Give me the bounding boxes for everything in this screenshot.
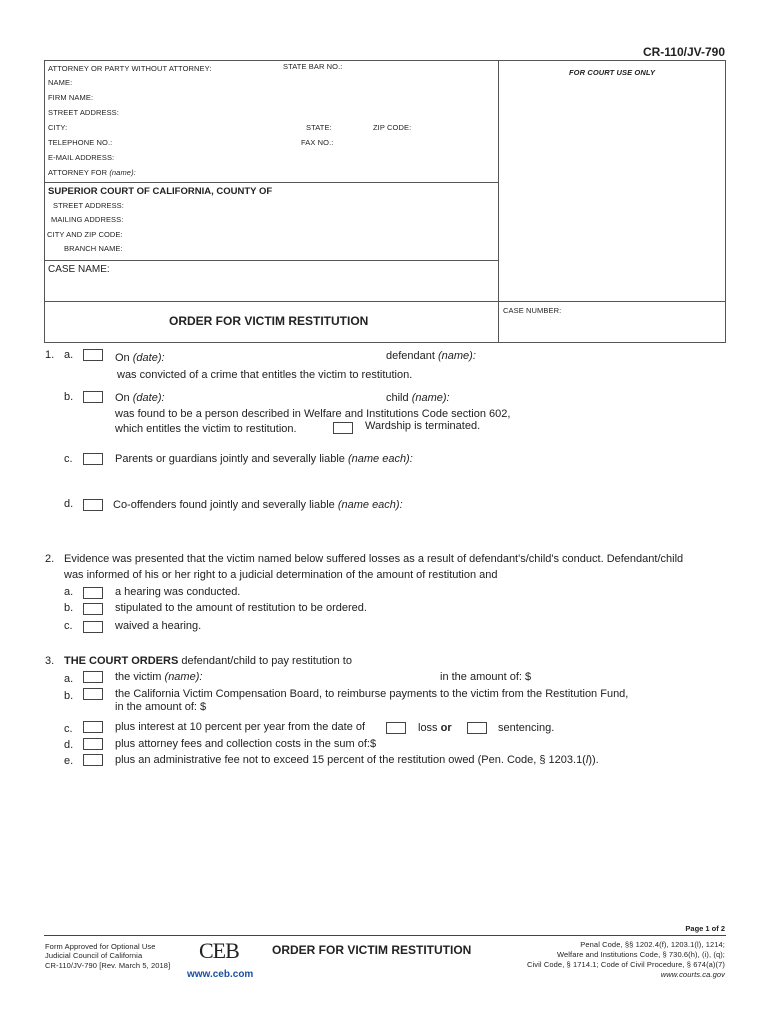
ceb-logo: CEB: [199, 938, 239, 963]
item1c-letter: c.: [64, 453, 73, 465]
footer-rule: [44, 935, 726, 936]
item1a-text: was convicted of a crime that entitles the victim to restitution.: [117, 369, 413, 381]
court-use-label: FOR COURT USE ONLY: [569, 68, 656, 77]
name-label[interactable]: NAME:: [48, 78, 73, 87]
item3-number: 3.: [45, 655, 55, 667]
attorney-label: ATTORNEY OR PARTY WITHOUT ATTORNEY:: [48, 64, 212, 73]
item1d-name: (name each):: [337, 499, 403, 511]
state-label[interactable]: STATE:: [306, 123, 332, 132]
item1b-text1: was found to be a person described in Welfare and Institutions Code section 602,: [115, 408, 511, 420]
city-label[interactable]: CITY:: [48, 123, 68, 132]
title-divider: [45, 301, 726, 302]
item1d-text: [113, 499, 403, 511]
attorney-for-name: (name):: [109, 168, 136, 177]
item1b-letter: b.: [64, 391, 74, 403]
item1c-checkbox[interactable]: [83, 453, 103, 465]
code-line-3: Civil Code, § 1714.1; Code of Civil Procedure, § 674(a)(7): [527, 960, 725, 969]
sentencing-label: sentencing.: [498, 722, 555, 734]
sentencing-checkbox[interactable]: [467, 722, 487, 734]
loss-text: loss: [418, 722, 438, 734]
item1a-on: On: [115, 352, 130, 364]
item1a-letter: a.: [64, 349, 74, 361]
caption-box: [44, 60, 726, 343]
item2b-text: stipulated to the amount of restitution to be ordered.: [115, 602, 367, 614]
item3e-checkbox[interactable]: [83, 754, 103, 766]
item3d-text[interactable]: plus attorney fees and collection costs in the sum of:$: [115, 738, 377, 750]
item2a-text: a hearing was conducted.: [115, 586, 241, 598]
street-address-label[interactable]: STREET ADDRESS:: [48, 108, 119, 117]
court-city-label[interactable]: CITY AND ZIP CODE:: [47, 230, 123, 239]
zip-label[interactable]: ZIP CODE:: [373, 123, 412, 132]
item1d-letter: d.: [64, 498, 74, 510]
item3b-text2[interactable]: in the amount of: $: [115, 701, 207, 713]
item1-number: 1.: [45, 349, 55, 361]
item3c-text: plus interest at 10 percent per year from the date of: [115, 721, 366, 733]
item3e-letter: e.: [64, 755, 74, 767]
item2c-letter: c.: [64, 620, 73, 632]
item2b-letter: b.: [64, 602, 74, 614]
case-name-label[interactable]: CASE NAME:: [48, 264, 110, 275]
item3b-letter: b.: [64, 690, 74, 702]
email-label[interactable]: E-MAIL ADDRESS:: [48, 153, 115, 162]
code-line-1: Penal Code, §§ 1202.4(f), 1203.1(l), 1214;: [580, 940, 725, 949]
court-mailing-label[interactable]: MAILING ADDRESS:: [51, 215, 124, 224]
page-number: Page 1 of 2: [685, 924, 725, 933]
wardship-label: Wardship is terminated.: [365, 420, 481, 432]
approved-line-1: Form Approved for Optional Use: [45, 942, 156, 951]
approved-line-2: Judicial Council of California: [45, 951, 143, 960]
item1b-child[interactable]: [386, 392, 450, 404]
court-divider: [45, 182, 498, 183]
item1b-on: On: [115, 392, 130, 404]
item1b-child-name: (name):: [411, 392, 450, 404]
approved-line-3: CR-110/JV-790 [Rev. March 5, 2018]: [45, 961, 171, 970]
fax-label[interactable]: FAX NO.:: [301, 138, 334, 147]
item1a-checkbox[interactable]: [83, 349, 103, 361]
item3a-victim: the victim: [115, 671, 162, 683]
phone-label[interactable]: TELEPHONE NO.:: [48, 138, 113, 147]
item3b-text1: the California Victim Compensation Board, to reimburse payments to the victim from the Restitution Fund,: [115, 688, 629, 700]
item3e-end: )).: [588, 754, 599, 766]
court-street-label[interactable]: STREET ADDRESS:: [53, 201, 124, 210]
item1a-defendant[interactable]: [386, 350, 476, 362]
item2-number: 2.: [45, 553, 55, 565]
attorney-for-label[interactable]: [48, 168, 136, 177]
item1d-label: Co-offenders found jointly and severally liable: [113, 499, 335, 511]
item3c-checkbox[interactable]: [83, 721, 103, 733]
item3c-letter: c.: [64, 723, 73, 735]
item1a-date-label: (date):: [132, 352, 165, 364]
court-title: SUPERIOR COURT OF CALIFORNIA, COUNTY OF: [48, 186, 273, 197]
item3a-letter: a.: [64, 673, 74, 685]
item2a-letter: a.: [64, 586, 74, 598]
item3-orders: [64, 655, 352, 667]
item1d-checkbox[interactable]: [83, 499, 103, 511]
loss-label: [418, 722, 452, 734]
courts-url[interactable]: www.courts.ca.gov: [660, 970, 725, 979]
item2c-checkbox[interactable]: [83, 621, 103, 633]
court-orders-label: THE COURT ORDERS: [64, 655, 179, 667]
attorney-for-text: ATTORNEY FOR: [48, 168, 108, 177]
item1b-checkbox[interactable]: [83, 391, 103, 403]
item1a-defendant-name: (name):: [438, 350, 476, 362]
case-number-label[interactable]: CASE NUMBER:: [503, 306, 562, 315]
item3a-amount[interactable]: in the amount of: $: [440, 671, 532, 683]
item3e-text: [115, 754, 599, 766]
item3b-checkbox[interactable]: [83, 688, 103, 700]
item1c-label: Parents or guardians jointly and severally liable: [115, 453, 345, 465]
item1b-text2: which entitles the victim to restitution.: [115, 423, 297, 435]
item3e-subsection: l: [585, 754, 589, 766]
case-name-divider: [45, 260, 498, 261]
item2-text1: Evidence was presented that the victim named below suffered losses as a result of defendant's/child's conduct. Defendant/child: [64, 553, 684, 565]
item3a-text[interactable]: [115, 671, 202, 683]
item3e-label: plus an administrative fee not to exceed 15 percent of the restitution owed (Pen. Code, § 1203.1(: [115, 754, 586, 766]
item1b-child-text: child: [386, 392, 409, 404]
item3a-victim-name: (name):: [164, 671, 203, 683]
state-bar-label: STATE BAR NO.:: [283, 62, 343, 71]
wardship-checkbox[interactable]: [333, 422, 353, 434]
item3d-letter: d.: [64, 739, 74, 751]
item1a-date[interactable]: [115, 352, 165, 364]
item1b-date-label: (date):: [132, 392, 165, 404]
court-branch-label[interactable]: BRANCH NAME:: [64, 244, 123, 253]
code-line-2: Welfare and Institutions Code, § 730.6(h), (i), (q);: [556, 950, 725, 959]
item2a-checkbox[interactable]: [83, 587, 103, 599]
loss-checkbox[interactable]: [386, 722, 406, 734]
form-id: CR-110/JV-790: [642, 45, 725, 59]
document-title: ORDER FOR VICTIM RESTITUTION: [169, 314, 369, 328]
item2b-checkbox[interactable]: [83, 603, 103, 615]
item2-text2: was informed of his or her right to a judicial determination of the amount of restitution and: [64, 569, 498, 581]
firm-name-label[interactable]: FIRM NAME:: [48, 93, 94, 102]
court-orders-text: defendant/child to pay restitution to: [181, 655, 352, 667]
ceb-url-link[interactable]: www.ceb.com: [187, 969, 254, 980]
or-text: or: [440, 722, 452, 734]
item1b-date[interactable]: [115, 392, 165, 404]
item3d-checkbox[interactable]: [83, 738, 103, 750]
item3a-checkbox[interactable]: [83, 671, 103, 683]
item1a-defendant-text: defendant: [386, 350, 435, 362]
item2c-text: waived a hearing.: [115, 620, 202, 632]
item1c-text: [115, 453, 413, 465]
footer-title: ORDER FOR VICTIM RESTITUTION: [272, 943, 472, 957]
item1c-name: (name each):: [347, 453, 413, 465]
